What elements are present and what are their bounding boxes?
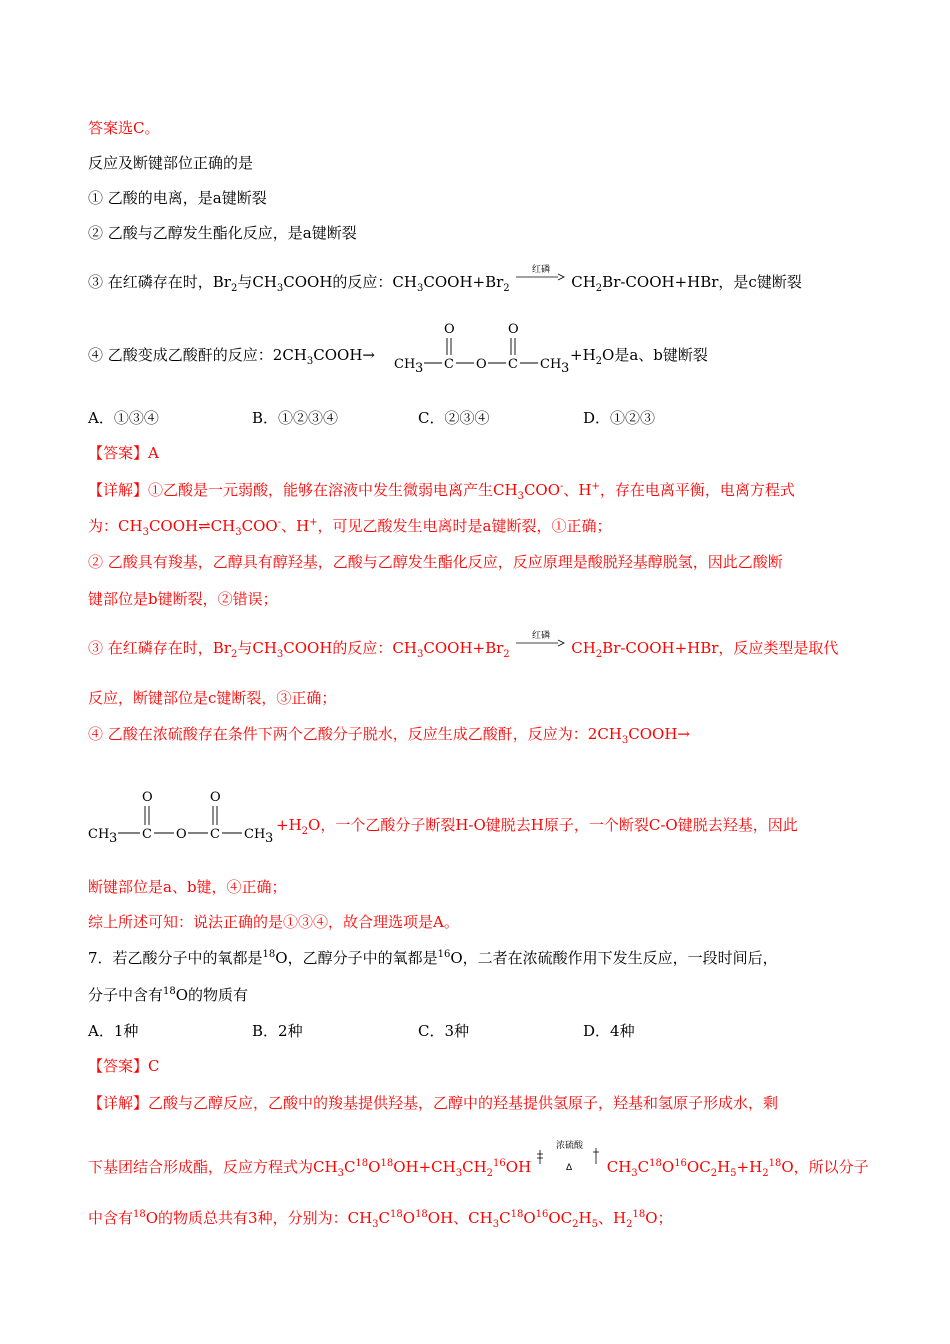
svg-text:3: 3 (265, 831, 274, 844)
q7-stem-line-1: 7．若乙酸分子中的氧都是$^{18}$O，乙醇分子中的氧都是$^{16}$O，二者在浓硫酸作用下发生反应，一段时间后， (88, 949, 778, 967)
prev-answer-line: 答案选C。 (88, 119, 160, 137)
svg-text:浓硫酸: 浓硫酸 (555, 1141, 583, 1151)
q6-detail-line-2: 为：$CH_3COOH\rightleftharpoons CH_3COO^-$、H+，可见乙酸发生电离时是a键断裂，①正确； (88, 517, 612, 538)
q7-detail-line-3: 中含有$^{18}$O的物质总共有3种，分别为：$CH_3C^{18}O^{18}OH$、$CH_3C^{18}O^{16}OC_2H_5$、$H_2^{18}O$； (88, 1209, 673, 1230)
acetic-anhydride-structure-2 (84, 786, 274, 844)
reaction-arrow-red-phosphorus (514, 631, 566, 659)
q7-detail-line-1: 【详解】乙酸与乙醇反应，乙酸中的羧基提供羟基，乙醇中的羟基提供氢原子，羟基和氢原子形成水，剩 (88, 1094, 779, 1112)
q6-detail-line-6: 反应，断键部位是c键断裂，③正确； (88, 689, 337, 707)
q7-option-b[interactable]: B．2种 (252, 1022, 303, 1040)
svg-text:O: O (142, 790, 153, 805)
svg-text:O: O (444, 322, 455, 337)
svg-text:CH: CH (88, 827, 110, 842)
svg-text:Δ: Δ (565, 1163, 573, 1173)
q6-detail-line-1: 【详解】①乙酸是一元弱酸，能够在溶液中发生微弱电离产生$CH_3COO^-$、H+，存在电离平衡，电离方程式 (88, 481, 795, 502)
q6-option-d[interactable]: D．①②③ (583, 409, 656, 427)
svg-text:C: C (444, 357, 454, 372)
q7-option-c[interactable]: C．3种 (418, 1022, 470, 1040)
q6-detail-line-5: ③ 在红磷存在时，$Br_2$与$CH_3COOH$的反应：$CH_3COOH+Br_2$ 红磷 $CH_2Br-COOH+HBr$，反应类型是取代 (88, 631, 839, 660)
svg-text:O: O (176, 827, 187, 842)
q6-item-1: ① 乙酸的电离，是a键断裂 (88, 189, 267, 207)
svg-text:3: 3 (561, 361, 570, 376)
q6-detail-line-9: 断键部位是a、b键，④正确； (88, 878, 287, 896)
q7-option-a[interactable]: A．1种 (88, 1022, 139, 1040)
svg-text:O: O (476, 357, 487, 372)
q6-detail-line-8: $+H_2O$，一个乙酸分子断裂H-O键脱去H原子，一个断裂C-O键脱去羟基，因此 (276, 816, 798, 837)
q6-detail-line-7: ④ 乙酸在浓硫酸存在条件下两个乙酸分子脱水，反应生成乙酸酐，反应为：$2CH_3COOH\to$ (88, 725, 690, 746)
q7-stem-line-2: 分子中含有$^{18}$O的物质有 (88, 986, 249, 1004)
q6-option-c[interactable]: C．②③④ (418, 409, 490, 427)
q6-option-a[interactable]: A．①③④ (88, 409, 159, 427)
svg-text:C: C (508, 357, 518, 372)
condition-label: 红磷 (532, 631, 551, 641)
condition-label: 红磷 (532, 265, 551, 275)
q7-answer: 【答案】C (88, 1057, 160, 1075)
svg-text:C: C (142, 827, 152, 842)
svg-text:CH: CH (394, 357, 416, 372)
svg-text:O: O (508, 322, 519, 337)
svg-text:C: C (210, 827, 220, 842)
svg-text:CH: CH (244, 827, 266, 842)
q6-item-4: ④ 乙酸变成乙酸酐的反应：$2CH_3COOH\to$ (88, 346, 375, 367)
q6-stem: 反应及断键部位正确的是 (88, 154, 254, 172)
q6-item-4-tail: $+H_2O$是a、b键断裂 (570, 346, 708, 367)
q6-answer: 【答案】A (88, 444, 159, 462)
q6-item-3: ③ 在红磷存在时，$Br_2$与$CH_3COOH$的反应：$CH_3COOH+Br_2$ 红磷 $CH_2Br-COOH+HBr$，是c键断裂 (88, 265, 802, 294)
q6-item-2: ② 乙酸与乙醇发生酯化反应，是a键断裂 (88, 224, 357, 242)
q7-option-d[interactable]: D．4种 (583, 1022, 635, 1040)
q6-option-b[interactable]: B．①②③④ (252, 409, 339, 427)
svg-text:O: O (210, 790, 221, 805)
acetic-anhydride-structure-1 (390, 318, 570, 376)
svg-text:3: 3 (415, 361, 424, 376)
q7-detail-line-2: 下基团结合形成酯，反应方程式为$CH_3C^{18}O^{18}OH+CH_3CH_2^{16}OH$ 浓硫酸 Δ $CH_3C^{18}O^{16}OC_2H_5+H_2^{18}O$，所以分子 (88, 1141, 869, 1179)
q6-detail-line-10: 综上所述可知：说法正确的是①③④，故合理选项是A。 (88, 913, 459, 931)
q6-detail-line-3: ② 乙酸具有羧基，乙醇具有醇羟基，乙酸与乙醇发生酯化反应，反应原理是酸脱羟基醇脱氢，因此乙酸断 (88, 553, 783, 571)
reversible-arrow-conc-sulfuric-heat (536, 1141, 602, 1178)
svg-text:CH: CH (540, 357, 562, 372)
q6-detail-line-4: 键部位是b键断裂，②错误； (88, 590, 278, 608)
reaction-arrow-red-phosphorus (514, 265, 566, 293)
svg-text:3: 3 (109, 831, 118, 844)
